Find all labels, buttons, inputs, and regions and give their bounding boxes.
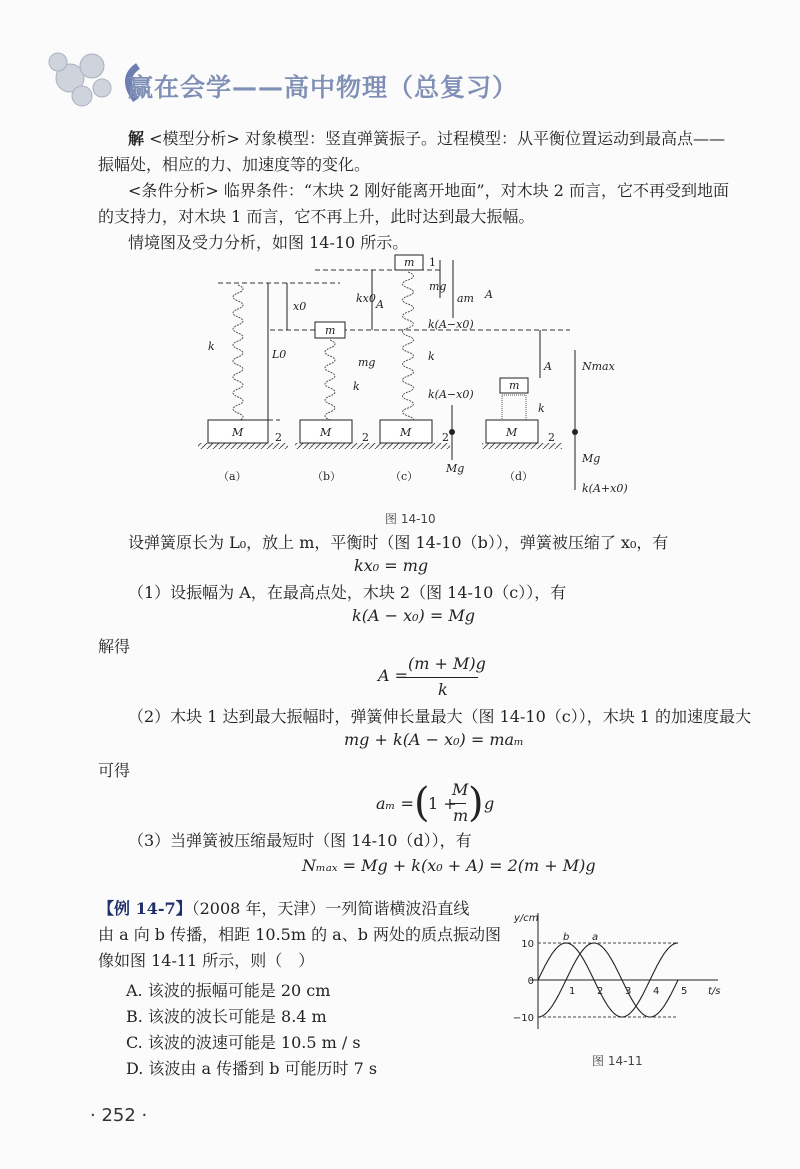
page-number: · 252 · bbox=[90, 1105, 148, 1126]
svg-text:am: am bbox=[457, 292, 474, 305]
equation-5-numerator: M bbox=[452, 780, 469, 799]
solution-line-1: 解 <模型分析> 对象模型：竖直弹簧振子。过程模型：从平衡位置运动到最高点—— bbox=[128, 129, 726, 148]
x-tick-label: 1 bbox=[569, 986, 576, 997]
derivation-s3: 解得 bbox=[98, 637, 131, 656]
solution-line-3: <条件分析> 临界条件：“木块 2 刚好能离开地面”，对木块 2 而言，它不再受到地面 bbox=[128, 181, 729, 200]
svg-text:m: m bbox=[509, 379, 520, 392]
derivation-s1: 设弹簧原长为 L₀，放上 m，平衡时（图 14-10（b）），弹簧被压缩了 x₀，有 bbox=[128, 533, 669, 552]
equation-1: kx₀ = mg bbox=[354, 556, 429, 575]
equation-3-numerator: (m + M)g bbox=[408, 654, 486, 673]
x-tick-label: 2 bbox=[597, 986, 604, 997]
figure-14-10-caption: 图 14-10 bbox=[385, 512, 436, 526]
ground-lines bbox=[198, 443, 562, 449]
fraction-bar-2 bbox=[450, 803, 466, 804]
left-paren: ( bbox=[414, 780, 430, 826]
svg-text:k: k bbox=[208, 340, 215, 353]
example-line-1: 【例 14-7】（2008 年，天津）一列简谐横波沿直线 bbox=[98, 899, 470, 918]
svg-text:k: k bbox=[538, 402, 545, 415]
spring-d bbox=[502, 395, 526, 420]
equation-2: k(A − x₀) = Mg bbox=[352, 606, 475, 625]
example-tag: 【例 14-7】 bbox=[98, 899, 192, 918]
spring-b bbox=[325, 340, 335, 420]
example-line-3: 像如图 14-11 所示，则（ ） bbox=[98, 951, 315, 970]
svg-text:A: A bbox=[485, 288, 493, 301]
equation-5-lhs: aₘ = bbox=[376, 794, 414, 813]
svg-text:k: k bbox=[353, 380, 360, 393]
option-a: A. 该波的振幅可能是 20 cm bbox=[126, 981, 331, 1000]
y-axis-label: y/cm bbox=[514, 913, 539, 924]
svg-text:2: 2 bbox=[362, 431, 369, 444]
derivation-s5: 可得 bbox=[98, 761, 131, 780]
equation-5-g: g bbox=[484, 794, 495, 813]
y-tick-label: −10 bbox=[512, 1013, 534, 1024]
equation-4: mg + k(A − x₀) = maₘ bbox=[344, 730, 524, 749]
svg-text:mg: mg bbox=[358, 356, 376, 369]
solution-line-2: 振幅处，相应的力、加速度等的变化。 bbox=[98, 155, 371, 174]
svg-text:M: M bbox=[506, 426, 518, 439]
y-tick-label: 0 bbox=[527, 976, 534, 987]
derivation-s2: （1）设振幅为 A，在最高点处，木块 2（图 14-10（c）），有 bbox=[128, 583, 567, 602]
derivation-s6: （3）当弹簧被压缩最短时（图 14-10（d）），有 bbox=[128, 831, 472, 850]
equation-3-lhs: A = bbox=[378, 666, 409, 685]
svg-text:Nmax: Nmax bbox=[582, 360, 615, 373]
spring-c bbox=[403, 272, 414, 424]
book-header bbox=[40, 38, 600, 118]
option-b: B. 该波的波长可能是 8.4 m bbox=[126, 1007, 327, 1026]
x-axis-label: t/s bbox=[708, 986, 721, 997]
example-line-2: 由 a 向 b 传播，相距 10.5m 的 a、b 两处的质点振动图 bbox=[98, 925, 502, 944]
figure-14-11-chart bbox=[508, 900, 748, 1040]
solution-line-5: 情境图及受力分析，如图 14-10 所示。 bbox=[128, 233, 409, 252]
svg-text:M: M bbox=[232, 426, 244, 439]
svg-text:（a）: （a） bbox=[218, 470, 247, 483]
equation-5-denominator: m bbox=[453, 806, 469, 825]
svg-text:1: 1 bbox=[429, 256, 436, 269]
svg-text:A: A bbox=[376, 298, 384, 311]
spring-a bbox=[233, 285, 243, 421]
equation-5-one: 1 + bbox=[428, 794, 457, 813]
y-tick-label: 10 bbox=[521, 939, 534, 950]
series-label-a: a bbox=[592, 932, 599, 943]
svg-text:x0: x0 bbox=[293, 300, 307, 313]
svg-text:m: m bbox=[325, 324, 336, 337]
svg-text:m: m bbox=[404, 256, 415, 269]
svg-text:k(A+x0): k(A+x0) bbox=[582, 482, 628, 495]
solution-line-4: 的支持力，对木块 1 而言，它不再上升，此时达到最大振幅。 bbox=[98, 207, 535, 226]
svg-text:mg: mg bbox=[429, 280, 447, 293]
svg-text:A: A bbox=[544, 360, 552, 373]
header-title: 赢在会学——高中物理（总复习） bbox=[128, 73, 519, 102]
svg-text:k: k bbox=[428, 350, 435, 363]
svg-text:k(A−x0): k(A−x0) bbox=[428, 318, 474, 331]
derivation-s4: （2）木块 1 达到最大振幅时，弹簧伸长量最大（图 14-10（c）），木块 1 的加速度最大 bbox=[128, 707, 752, 726]
svg-text:2: 2 bbox=[442, 431, 449, 444]
svg-text:（c）: （c） bbox=[390, 470, 419, 483]
svg-text:M: M bbox=[320, 426, 332, 439]
equation-6: Nₘₐₓ = Mg + k(x₀ + A) = 2(m + M)g bbox=[302, 856, 596, 875]
svg-text:kx0: kx0 bbox=[356, 292, 376, 305]
svg-text:Mg: Mg bbox=[582, 452, 601, 465]
x-tick-label: 3 bbox=[625, 986, 632, 997]
equation-3-denominator: k bbox=[438, 680, 448, 699]
svg-text:2: 2 bbox=[275, 431, 282, 444]
svg-text:M: M bbox=[400, 426, 412, 439]
figure-14-11-caption: 图 14-11 bbox=[592, 1054, 643, 1068]
figure-14-10 bbox=[190, 250, 650, 500]
svg-text:（d）: （d） bbox=[504, 470, 534, 483]
svg-text:Mg: Mg bbox=[446, 462, 465, 475]
svg-text:2: 2 bbox=[548, 431, 555, 444]
option-c: C. 该波的波速可能是 10.5 m / s bbox=[126, 1033, 361, 1052]
series-label-b: b bbox=[563, 932, 570, 943]
x-tick-label: 4 bbox=[653, 986, 660, 997]
svg-text:k(A−x0): k(A−x0) bbox=[428, 388, 474, 401]
x-tick-label: 5 bbox=[681, 986, 688, 997]
right-paren: ) bbox=[468, 780, 484, 826]
svg-text:L0: L0 bbox=[272, 348, 287, 361]
svg-text:（b）: （b） bbox=[312, 470, 342, 483]
option-d: D. 该波由 a 传播到 b 可能历时 7 s bbox=[126, 1059, 378, 1078]
fraction-bar bbox=[406, 677, 478, 678]
